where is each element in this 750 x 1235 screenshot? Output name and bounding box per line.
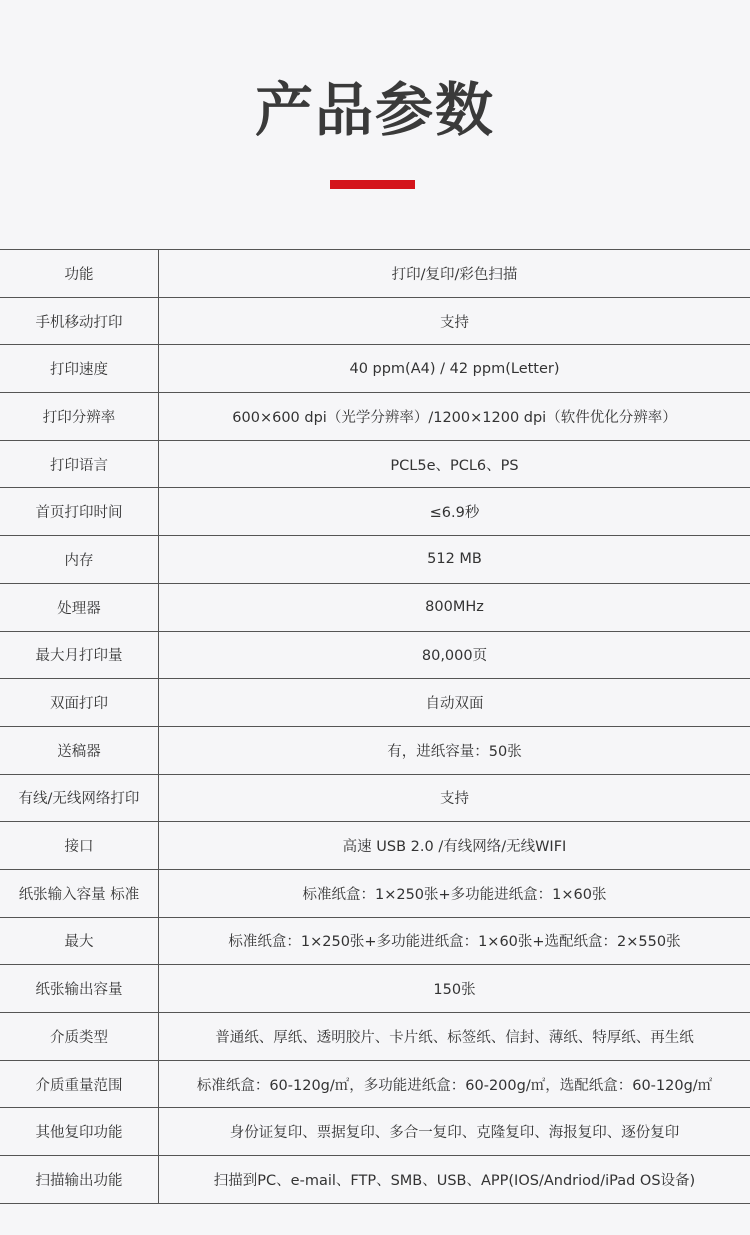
table-row [0, 440, 750, 488]
spec-value: 80,000页 [159, 631, 750, 679]
table-row [0, 1060, 750, 1108]
spec-label: 最大 [0, 917, 159, 965]
table-row [0, 965, 750, 1013]
table-row [0, 583, 750, 631]
table-row [0, 869, 750, 917]
spec-value: 自动双面 [159, 679, 750, 727]
spec-value: 800MHz [159, 583, 750, 631]
spec-value: 身份证复印、票据复印、多合一复印、克隆复印、海报复印、逐份复印 [159, 1108, 750, 1156]
spec-label: 送稿器 [0, 726, 159, 774]
spec-label: 打印分辨率 [0, 393, 159, 441]
spec-value: 有，进纸容量：50张 [159, 726, 750, 774]
table-row [0, 1156, 750, 1204]
table-row [0, 726, 750, 774]
spec-value: 40 ppm(A4) / 42 ppm(Letter) [159, 345, 750, 393]
spec-label: 扫描输出功能 [0, 1156, 159, 1204]
spec-value: 普通纸、厚纸、透明胶片、卡片纸、标签纸、信封、薄纸、特厚纸、再生纸 [159, 1013, 750, 1061]
spec-label: 纸张输出容量 [0, 965, 159, 1013]
table-row [0, 250, 750, 298]
spec-value: 打印/复印/彩色扫描 [159, 250, 750, 298]
spec-label: 打印语言 [0, 440, 159, 488]
spec-value: 600×600 dpi（光学分辨率）/1200×1200 dpi（软件优化分辨率） [159, 393, 750, 441]
spec-label: 功能 [0, 250, 159, 298]
spec-label: 最大月打印量 [0, 631, 159, 679]
spec-label: 双面打印 [0, 679, 159, 727]
table-row [0, 345, 750, 393]
spec-value: 150张 [159, 965, 750, 1013]
table-row [0, 536, 750, 584]
spec-value: 标准纸盒：1×250张+多功能进纸盒：1×60张 [159, 869, 750, 917]
spec-value: PCL5e、PCL6、PS [159, 440, 750, 488]
table-row [0, 774, 750, 822]
spec-label: 其他复印功能 [0, 1108, 159, 1156]
table-row [0, 297, 750, 345]
title-accent-bar [330, 180, 415, 189]
spec-value: 512 MB [159, 536, 750, 584]
table-row [0, 488, 750, 536]
table-row [0, 822, 750, 870]
spec-label: 内存 [0, 536, 159, 584]
table-row [0, 1013, 750, 1061]
table-row [0, 1108, 750, 1156]
table-row [0, 631, 750, 679]
spec-value: 标准纸盒：60-120g/㎡，多功能进纸盒：60-200g/㎡，选配纸盒：60-120g/㎡ [159, 1060, 750, 1108]
table-row [0, 393, 750, 441]
spec-label: 手机移动打印 [0, 297, 159, 345]
spec-table [0, 249, 750, 1204]
spec-value: 支持 [159, 297, 750, 345]
spec-label: 有线/无线网络打印 [0, 774, 159, 822]
page-title: 产品参数 [254, 76, 495, 144]
spec-value: 支持 [159, 774, 750, 822]
spec-value: 扫描到PC、e-mail、FTP、SMB、USB、APP(IOS/Andriod/iPad OS设备) [159, 1156, 750, 1204]
spec-label: 纸张输入容量 标准 [0, 869, 159, 917]
spec-label: 处理器 [0, 583, 159, 631]
spec-value: 标准纸盒：1×250张+多功能进纸盒：1×60张+选配纸盒：2×550张 [159, 917, 750, 965]
spec-label: 介质重量范围 [0, 1060, 159, 1108]
spec-label: 打印速度 [0, 345, 159, 393]
spec-value: ≤6.9秒 [159, 488, 750, 536]
table-row [0, 917, 750, 965]
table-row [0, 679, 750, 727]
spec-label: 介质类型 [0, 1013, 159, 1061]
spec-label: 接口 [0, 822, 159, 870]
spec-value: 高速 USB 2.0 /有线网络/无线WIFI [159, 822, 750, 870]
spec-label: 首页打印时间 [0, 488, 159, 536]
